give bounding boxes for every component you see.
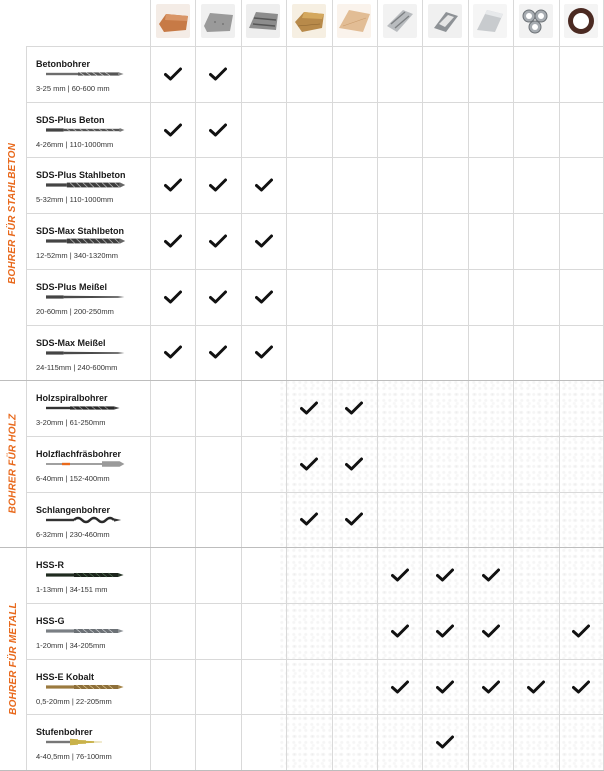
table-row — [0, 659, 604, 715]
table-row — [0, 547, 604, 603]
drill-spec: 5-32mm | 110-1000mm — [36, 195, 114, 205]
drill-name: SDS-Plus Meißel — [36, 281, 108, 292]
drill-bit-icon — [36, 571, 136, 579]
check-icon — [164, 67, 182, 81]
aluminium-profile-icon — [383, 4, 417, 38]
drill-name: Betonbohrer — [36, 59, 90, 69]
check-icon — [436, 568, 454, 582]
table-row — [0, 325, 604, 381]
drill-spec: 12-52mm | 340-1320mm — [36, 251, 118, 261]
check-icon — [164, 290, 182, 304]
drill-spec: 3-25 mm | 60-600 mm — [36, 84, 110, 93]
drill-bit-icon — [36, 683, 136, 691]
drill-spec: 1-20mm | 34-205mm — [36, 641, 106, 650]
drill-name: Holzspiralbohrer — [36, 393, 108, 404]
light-wood-icon — [337, 4, 371, 38]
brick-icon — [156, 4, 190, 38]
drill-bit-icon — [36, 70, 136, 78]
drill-spec: 4-26mm | 110-1000mm — [36, 139, 114, 149]
wood-beam-icon — [292, 4, 326, 38]
group-label — [0, 380, 26, 547]
table-row — [0, 603, 604, 659]
drill-bit-icon — [36, 293, 136, 301]
check-icon — [300, 401, 318, 415]
check-icon — [300, 512, 318, 526]
drill-bit-icon — [36, 237, 136, 245]
check-icon — [209, 123, 227, 137]
drill-name: HSS-E Kobalt — [36, 671, 95, 682]
drill-bit-icon — [36, 460, 136, 468]
check-icon — [482, 624, 500, 638]
group-label — [0, 547, 26, 770]
check-icon — [209, 234, 227, 248]
check-icon — [482, 680, 500, 694]
check-icon — [164, 234, 182, 248]
check-icon — [436, 624, 454, 638]
steel-profile-icon — [428, 4, 462, 38]
material-header — [513, 0, 558, 44]
drill-bit-icon — [36, 126, 136, 134]
check-icon — [345, 512, 363, 526]
material-header — [150, 0, 195, 44]
table-row — [0, 269, 604, 325]
material-header — [241, 0, 286, 44]
material-header — [559, 0, 604, 44]
drill-spec: 24-115mm | 240-600mm — [36, 362, 118, 372]
material-header — [422, 0, 467, 44]
check-icon — [255, 178, 273, 192]
table-row — [0, 46, 604, 102]
check-icon — [527, 680, 545, 694]
table-row — [0, 102, 604, 158]
table-row — [0, 213, 604, 269]
material-header — [286, 0, 331, 44]
check-icon — [391, 624, 409, 638]
metal-sheet-icon — [473, 4, 507, 38]
check-icon — [436, 735, 454, 749]
drill-spec: 6-40mm | 152-400mm — [36, 473, 110, 483]
drill-spec: 0,5-20mm | 22-205mm — [36, 696, 112, 706]
group-label — [0, 46, 26, 380]
table-row — [0, 436, 604, 492]
group-label-text: BOHRER FÜR HOLZ — [7, 413, 19, 514]
check-icon — [209, 345, 227, 359]
check-icon — [209, 67, 227, 81]
cast-iron-pipe-icon — [564, 4, 598, 38]
check-icon — [164, 123, 182, 137]
check-icon — [255, 290, 273, 304]
check-icon — [209, 178, 227, 192]
drill-spec: 6-32mm | 230-460mm — [36, 529, 110, 539]
drill-name: Holzflachfräsbohrer — [36, 448, 122, 459]
drill-name: Stufenbohrer — [36, 727, 93, 738]
group-label-text: BOHRER FÜR STAHLBETON — [7, 142, 19, 284]
check-icon — [345, 401, 363, 415]
drill-name: HSS-R — [36, 560, 65, 571]
check-icon — [255, 234, 273, 248]
check-icon — [391, 568, 409, 582]
drill-bit-icon — [36, 349, 136, 357]
check-icon — [255, 345, 273, 359]
drill-name: SDS-Plus Stahlbeton — [36, 170, 126, 181]
check-icon — [572, 624, 590, 638]
check-icon — [209, 290, 227, 304]
material-header — [332, 0, 377, 44]
steel-pipes-icon — [519, 4, 553, 38]
drill-bit-icon — [36, 738, 136, 746]
reinforced-concrete-icon — [246, 4, 280, 38]
drill-bit-icon — [36, 627, 136, 635]
check-icon — [391, 680, 409, 694]
check-icon — [164, 178, 182, 192]
check-icon — [300, 457, 318, 471]
check-icon — [572, 680, 590, 694]
material-header — [195, 0, 240, 44]
material-header — [468, 0, 513, 44]
drill-name: HSS-G — [36, 616, 65, 626]
table-row — [0, 714, 604, 770]
check-icon — [164, 345, 182, 359]
drill-bit-icon — [36, 181, 136, 189]
drill-name: Schlangenbohrer — [36, 504, 111, 515]
table-row — [0, 380, 604, 436]
drill-bit-icon — [36, 404, 136, 412]
check-icon — [482, 568, 500, 582]
drill-name: SDS-Plus Beton — [36, 114, 105, 125]
drill-spec: 4-40,5mm | 76-100mm — [36, 752, 112, 762]
table-row — [0, 157, 604, 213]
drill-spec: 20-60mm | 200-250mm — [36, 306, 114, 316]
drill-name: SDS-Max Meißel — [36, 337, 106, 348]
check-icon — [436, 680, 454, 694]
table-row — [0, 492, 604, 548]
drill-spec: 3-20mm | 61-250mm — [36, 418, 106, 428]
material-header — [377, 0, 422, 44]
drill-spec: 1-13mm | 34-151 mm — [36, 585, 108, 595]
check-icon — [345, 457, 363, 471]
group-label-text: BOHRER FÜR METALL — [7, 602, 19, 716]
drill-bit-icon — [36, 516, 136, 524]
concrete-block-icon — [201, 4, 235, 38]
drill-name: SDS-Max Stahlbeton — [36, 226, 125, 237]
